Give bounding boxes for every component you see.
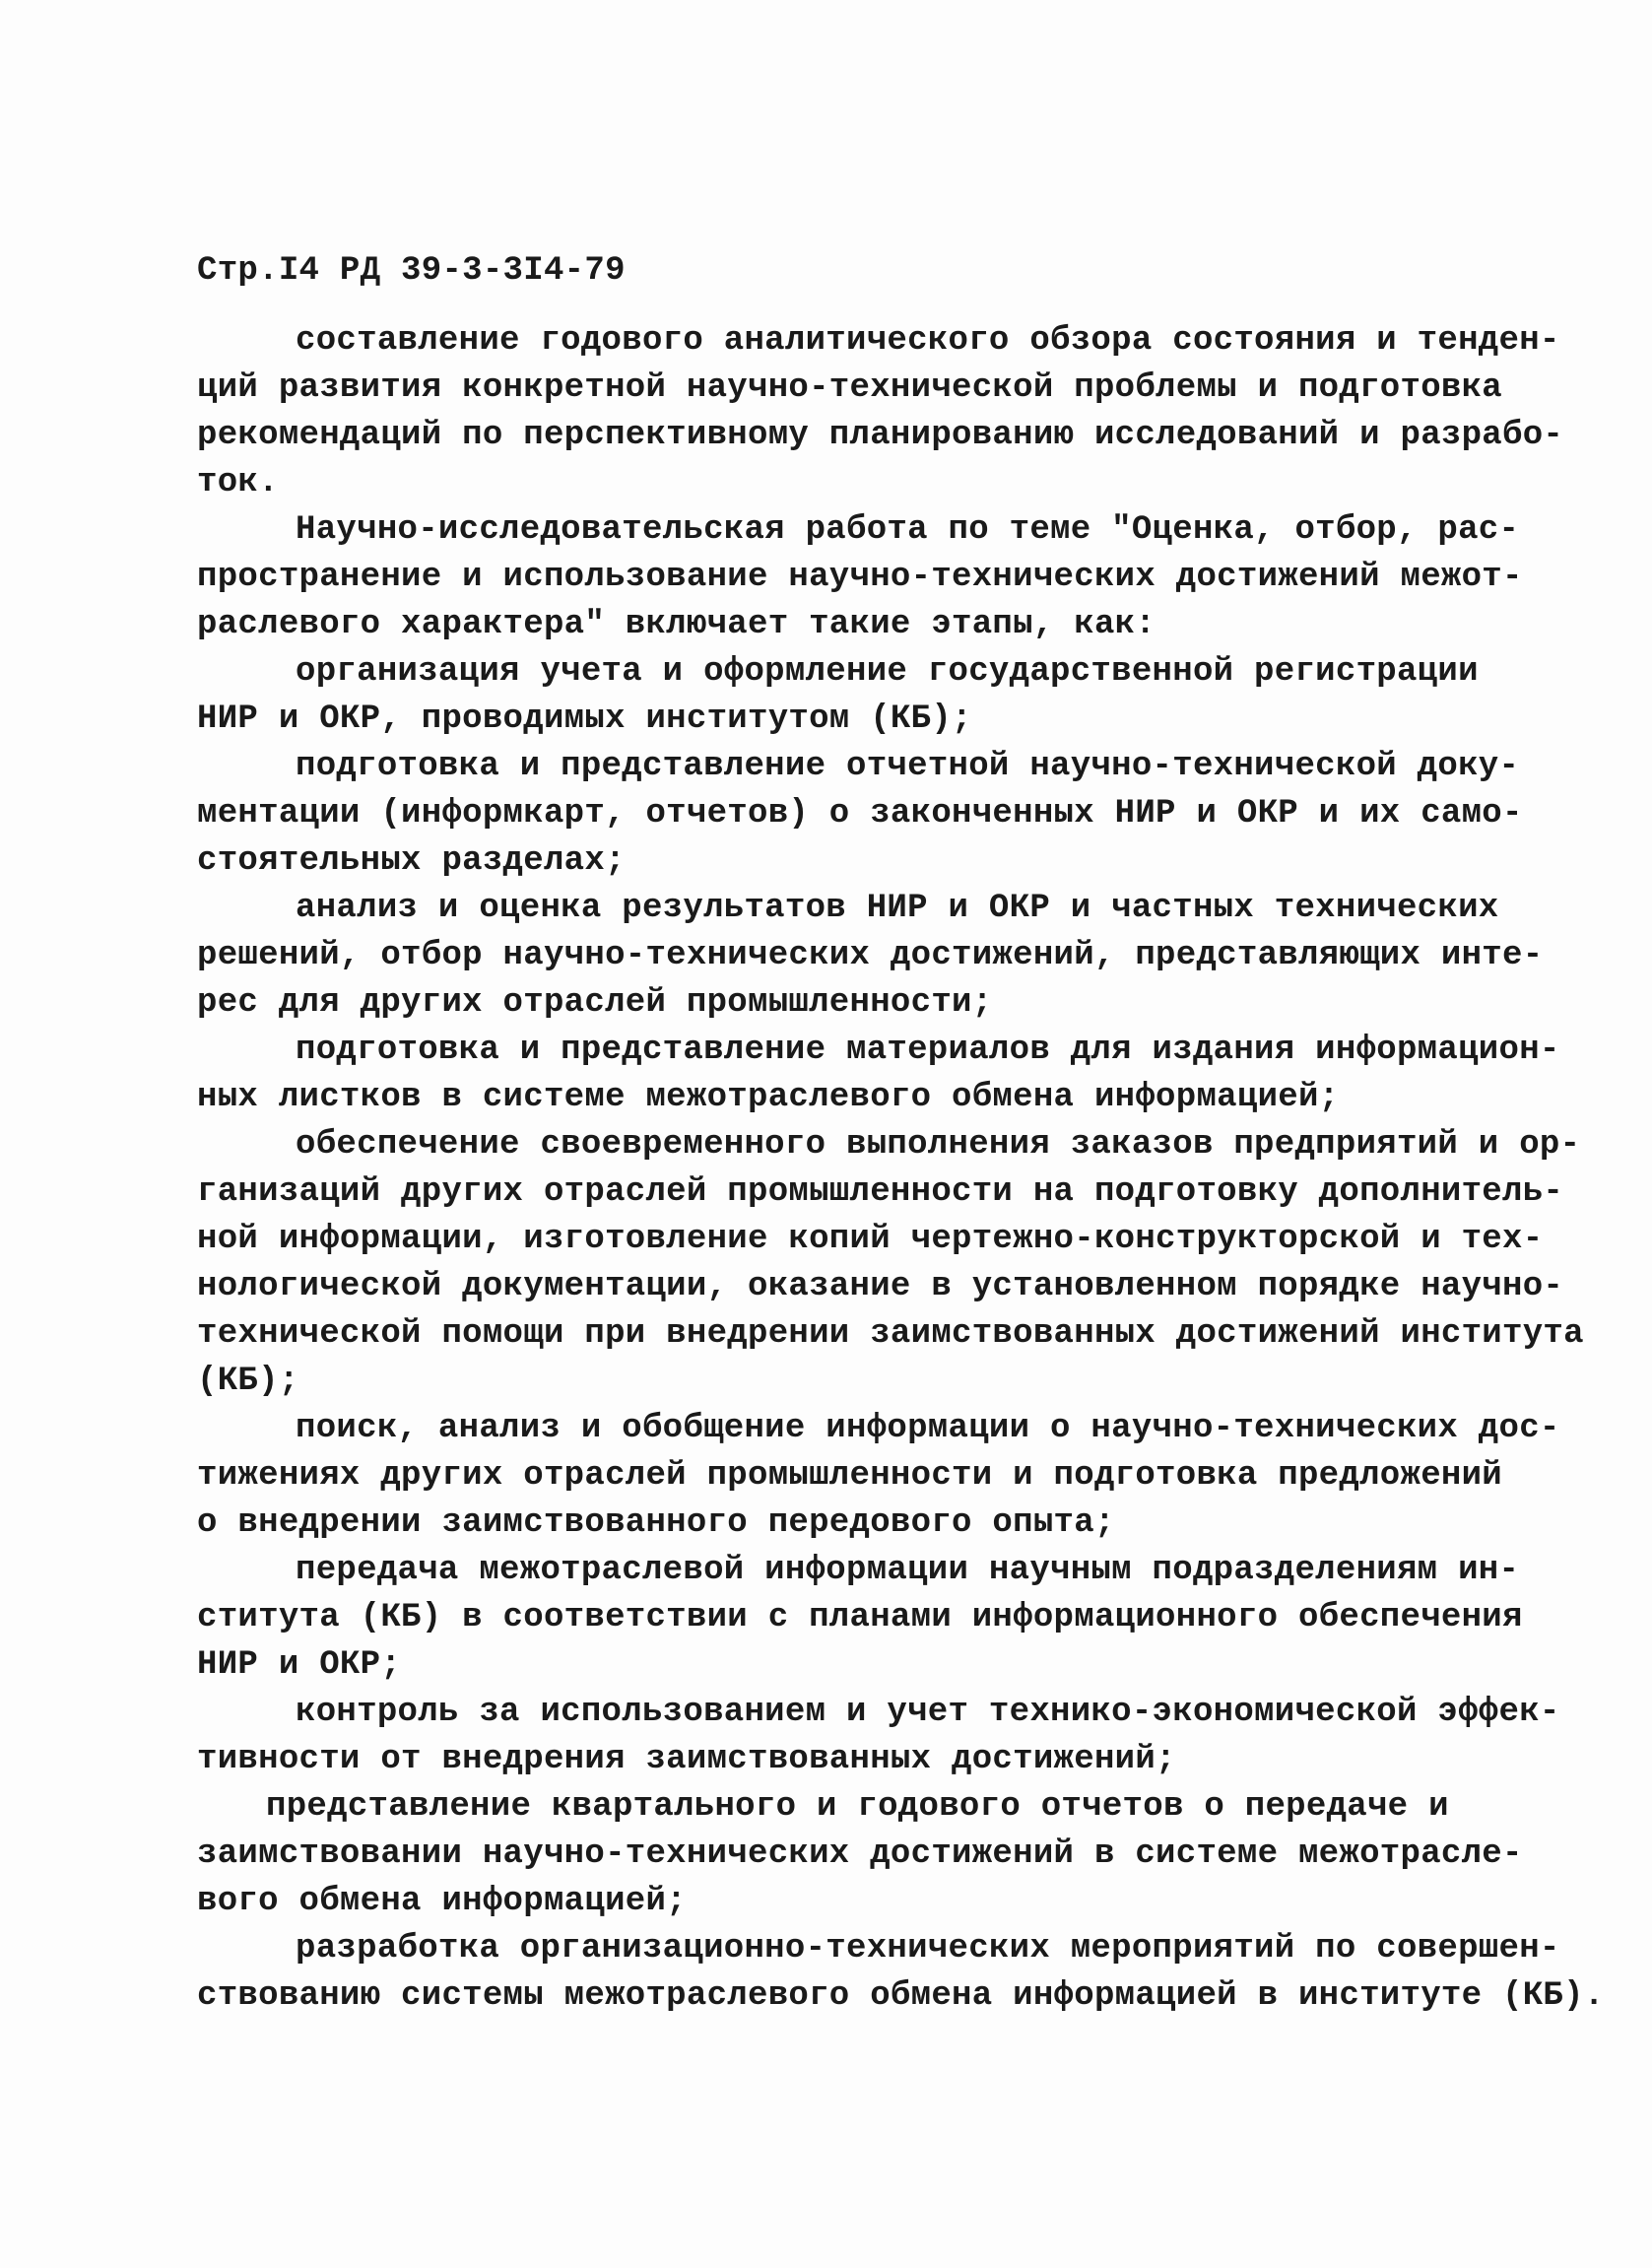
text-line: рес для других отраслей промышленности; bbox=[197, 984, 993, 1022]
text-line: НИР и ОКР; bbox=[197, 1646, 402, 1684]
text-line: подготовка и представление материалов для издания информацион- bbox=[296, 1032, 1560, 1069]
text-line: тивности от внедрения заимствованных достижений; bbox=[197, 1741, 1176, 1778]
text-line: НИР и ОКР, проводимых институтом (КБ); bbox=[197, 700, 972, 738]
text-line: решений, отбор научно-технических достижений, представляющих инте- bbox=[197, 937, 1544, 974]
paragraph-annual-review bbox=[197, 317, 1564, 506]
paragraph-control bbox=[197, 1689, 1560, 1783]
text-line: Научно-исследовательская работа по теме "Оценка, отбор, рас- bbox=[296, 511, 1520, 549]
text-line: контроль за использованием и учет технико-экономической эффек- bbox=[296, 1694, 1560, 1731]
text-line: ной информации, изготовление копий чертежно-конструкторской и тех- bbox=[197, 1221, 1544, 1258]
text-line: представление квартального и годового отчетов о передаче и bbox=[266, 1788, 1449, 1826]
text-line: заимствовании научно-технических достижений в системе межотрасле- bbox=[197, 1835, 1523, 1873]
text-line: составление годового аналитического обзора состояния и тенден- bbox=[296, 322, 1560, 360]
paragraph-quarterly-reports bbox=[197, 1783, 1523, 1925]
text-line: нологической документации, оказание в установленном порядке научно- bbox=[197, 1268, 1564, 1305]
text-line: пространение и использование научно-технических достижений межот- bbox=[197, 559, 1523, 596]
page-header: Стр.I4 РД 39-3-3I4-79 bbox=[197, 252, 626, 290]
text-line: ных листков в системе межотраслевого обмена информацией; bbox=[197, 1079, 1340, 1116]
text-line: вого обмена информацией; bbox=[197, 1883, 687, 1920]
paragraph-orders bbox=[197, 1121, 1584, 1405]
text-line: ток. bbox=[197, 464, 279, 501]
text-line: ций развития конкретной научно-технической проблемы и подготовка bbox=[197, 369, 1503, 407]
text-line: поиск, анализ и обобщение информации о научно-технических дос- bbox=[296, 1410, 1560, 1447]
paragraph-reporting-docs bbox=[197, 743, 1523, 885]
text-line: стоятельных разделах; bbox=[197, 842, 626, 880]
text-line: передача межотраслевой информации научным подразделениям ин- bbox=[296, 1552, 1520, 1589]
body-text bbox=[197, 317, 1605, 2020]
text-line: ганизаций других отраслей промышленности на подготовку дополнитель- bbox=[197, 1173, 1564, 1211]
paragraph-analysis bbox=[197, 885, 1544, 1027]
paragraph-transfer bbox=[197, 1547, 1523, 1689]
text-line: тижениях других отраслей промышленности и подготовка предложений bbox=[197, 1457, 1503, 1495]
text-line: рекомендаций по перспективному планированию исследований и разрабо- bbox=[197, 417, 1564, 454]
text-line: о внедрении заимствованного передового опыта; bbox=[197, 1504, 1115, 1542]
text-line: раслевого характера" включает такие этапы, как: bbox=[197, 606, 1156, 643]
text-line: обеспечение своевременного выполнения заказов предприятий и ор- bbox=[296, 1126, 1581, 1164]
text-line: разработка организационно-технических мероприятий по совершен- bbox=[296, 1930, 1560, 1968]
text-line: подготовка и представление отчетной научно-технической доку- bbox=[296, 748, 1520, 785]
text-line: ститута (КБ) в соответствии с планами информационного обеспечения bbox=[197, 1599, 1523, 1636]
paragraph-search bbox=[197, 1405, 1560, 1547]
text-line: анализ и оценка результатов НИР и ОКР и частных технических bbox=[296, 890, 1499, 927]
text-line: (КБ); bbox=[197, 1363, 299, 1400]
paragraph-registration bbox=[197, 648, 1507, 743]
text-line: организация учета и оформление государственной регистрации bbox=[296, 653, 1479, 691]
paragraph-info-leaflets bbox=[197, 1027, 1560, 1121]
paragraph-improvement bbox=[197, 1925, 1605, 2020]
text-line: ствованию системы межотраслевого обмена информацией в институте (КБ). bbox=[197, 1977, 1605, 2015]
text-line: ментации (информкарт, отчетов) о законченных НИР и ОКР и их само- bbox=[197, 795, 1523, 833]
paragraph-research-work bbox=[197, 506, 1523, 648]
text-line: технической помощи при внедрении заимствованных достижений института bbox=[197, 1315, 1584, 1353]
